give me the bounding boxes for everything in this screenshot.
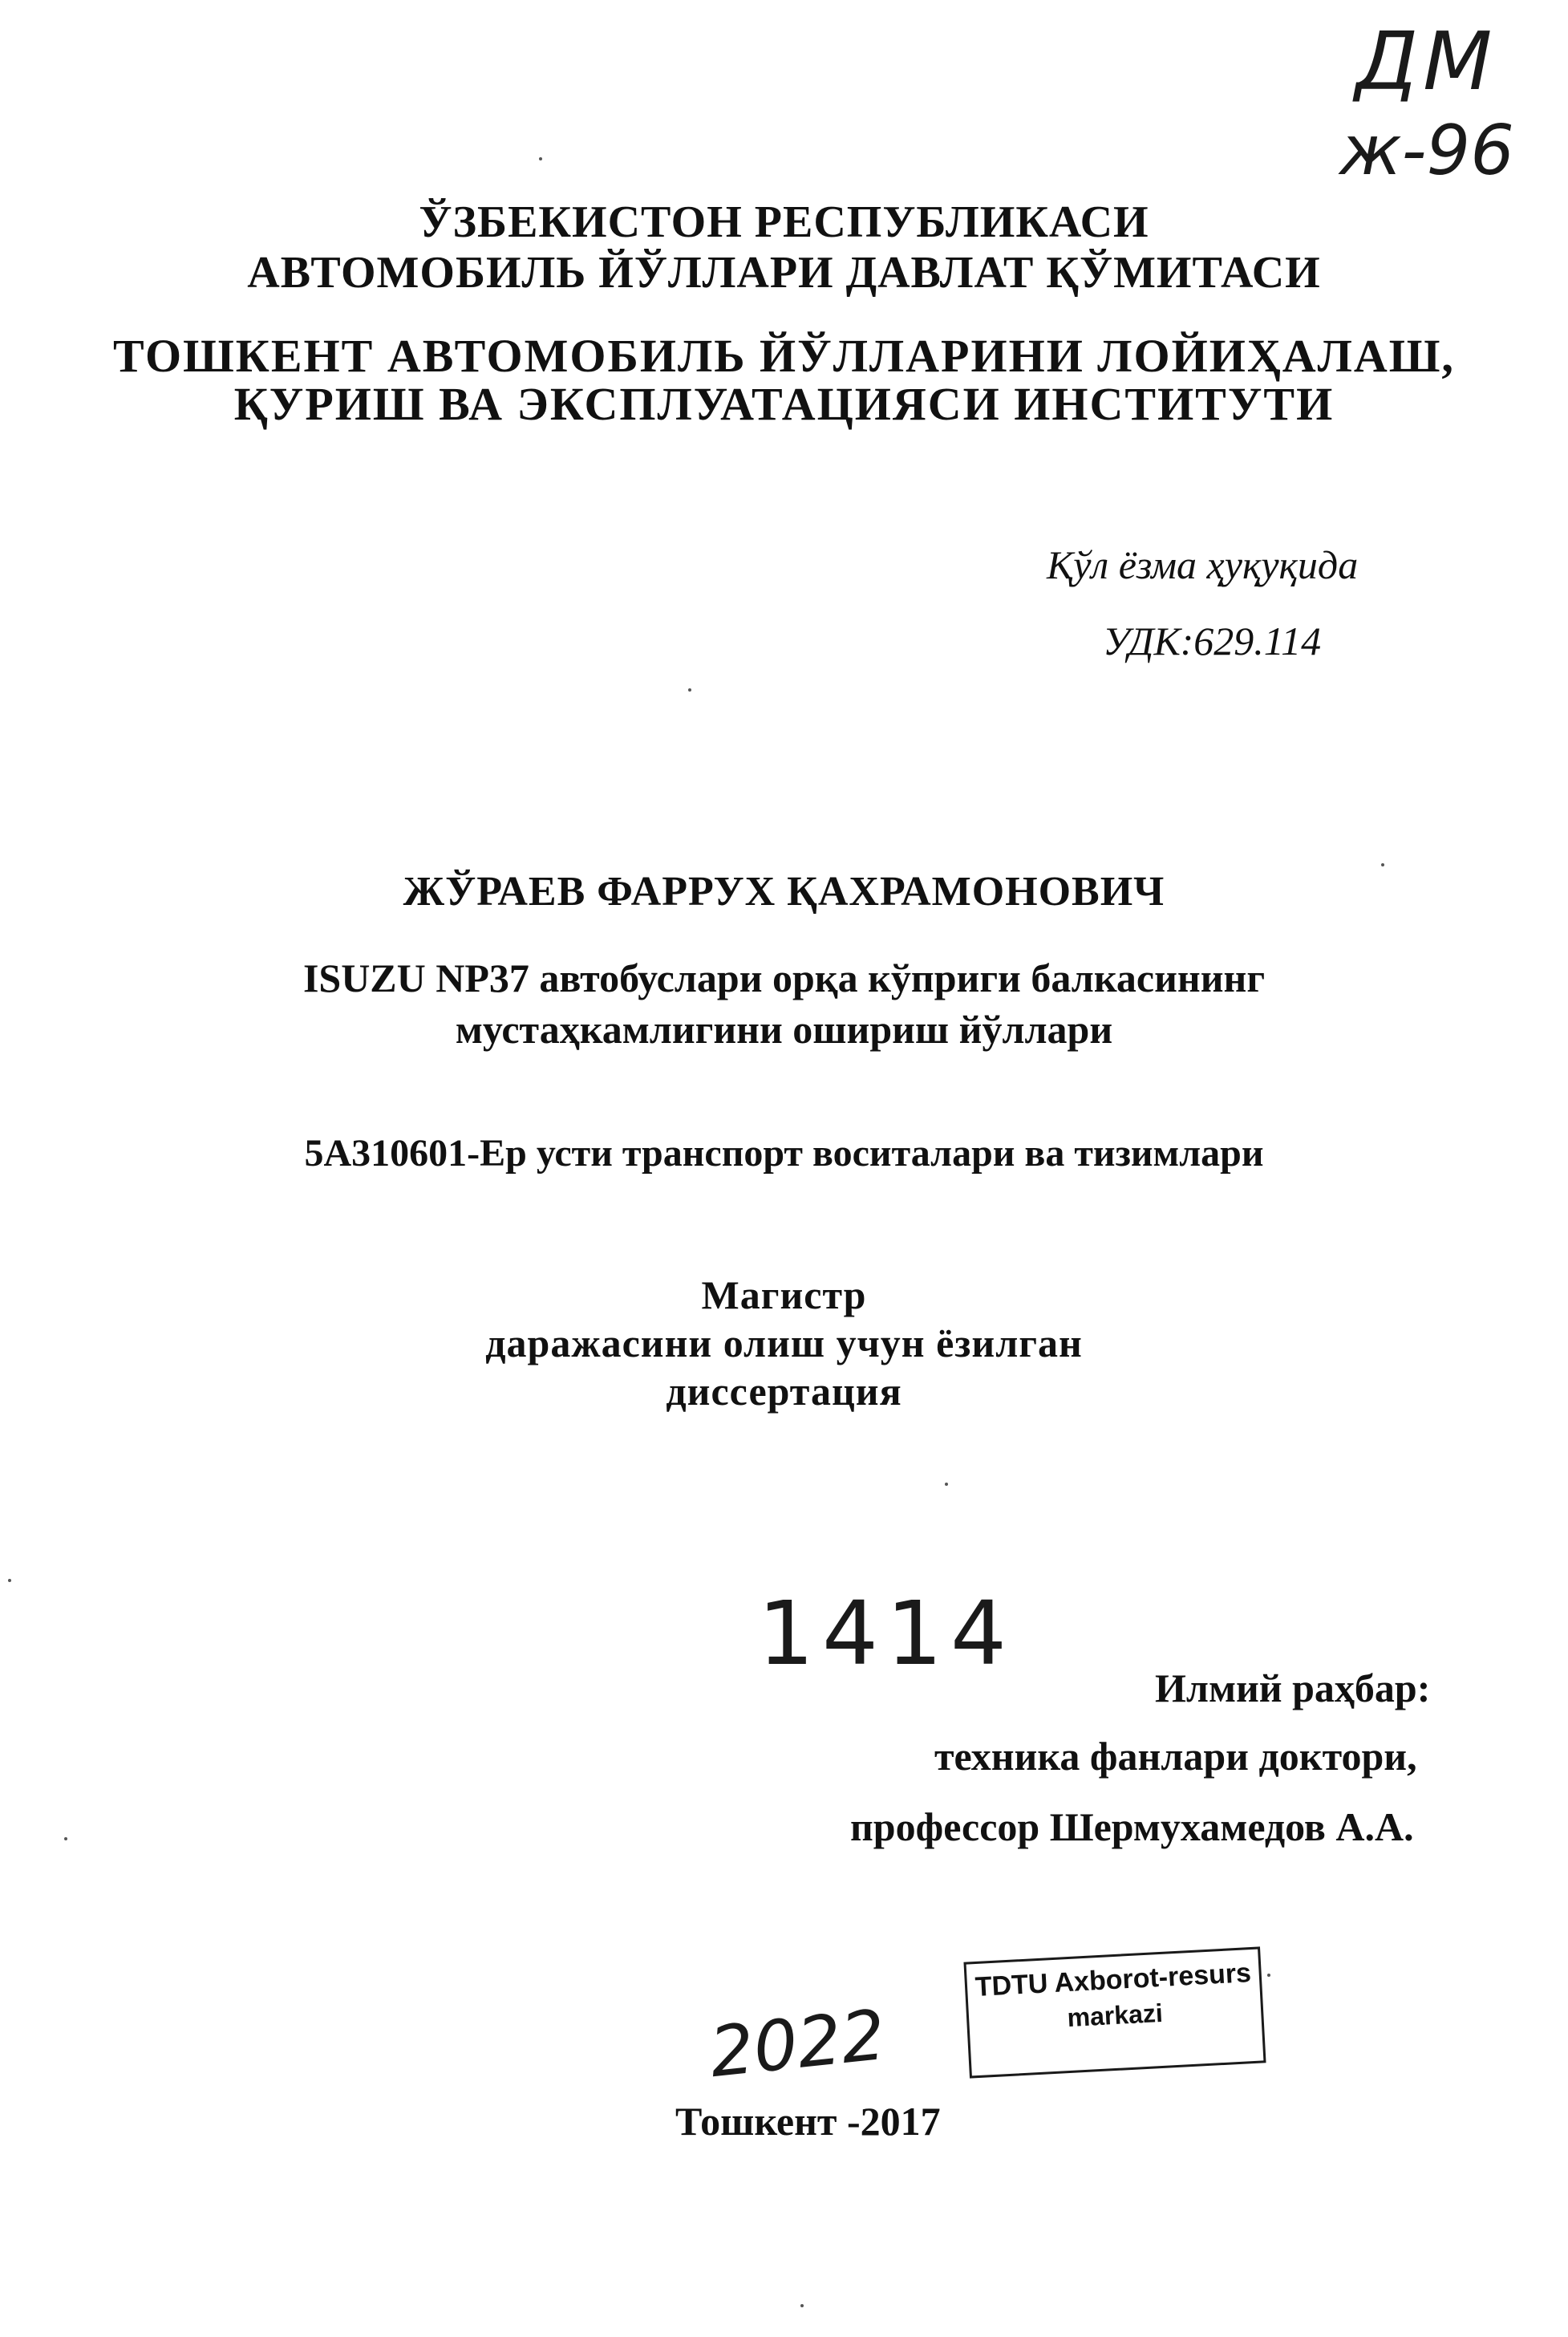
handwritten-corner-code-line1: ДМ xyxy=(1355,14,1497,108)
supervisor-title: техника фанлари доктори, xyxy=(934,1734,1417,1779)
scan-speck xyxy=(1381,863,1384,866)
thesis-title-line-1: ISUZU NP37 автобуслари орқа кўприги балкасининг xyxy=(302,955,1266,1000)
stamp-line-2: markazi xyxy=(1066,1998,1164,2033)
institute-line-1: ТОШКЕНТ АВТОМОБИЛЬ ЙЎЛЛАРИНИ ЛОЙИҲАЛАШ, xyxy=(113,330,1455,382)
scan-speck xyxy=(1267,1974,1270,1977)
handwritten-number: 2022 xyxy=(706,1994,889,2094)
supervisor-name: профессор Шермухамедов А.А. xyxy=(850,1804,1414,1849)
handwritten-corner-code-line2: ж-96 xyxy=(1339,111,1514,191)
ministry-line-1: ЎЗБЕКИСТОН РЕСПУБЛИКАСИ xyxy=(419,197,1149,247)
degree-line-3: диссертация xyxy=(666,1369,902,1414)
scan-speck xyxy=(945,1483,948,1486)
degree-line-1: Магистр xyxy=(701,1272,867,1317)
degree-line-2: даражасини олиш учун ёзилган xyxy=(485,1321,1083,1365)
institute-line-2: ҚУРИШ ВА ЭКСПЛУАТАЦИЯСИ ИНСТИТУТИ xyxy=(233,378,1335,430)
stamp-line-1: TDTU Axborot-resurs xyxy=(974,1958,1252,2003)
scan-speck xyxy=(539,157,542,160)
supervisor-label: Илмий раҳбар: xyxy=(1155,1666,1431,1710)
manuscript-rights-note: Қўл ёзма ҳуқуқида xyxy=(1047,542,1359,587)
author-name: ЖЎРАЕВ ФАРРУХ ҚАХРАМОНОВИЧ xyxy=(403,869,1165,915)
city-year: Тошкент -2017 xyxy=(675,2099,941,2144)
scan-speck xyxy=(800,2304,804,2307)
scan-speck xyxy=(8,1579,11,1582)
library-stamp xyxy=(963,1946,1266,2078)
specialty-code: 5А310601-Ер усти транспорт воситалари ва тизимлари xyxy=(304,1132,1264,1175)
udc-code: УДК:629.114 xyxy=(1103,619,1322,663)
ministry-line-2: АВТОМОБИЛЬ ЙЎЛЛАРИ ДАВЛАТ ҚЎМИТАСИ xyxy=(247,248,1321,298)
handwritten-inventory-number: 1414 xyxy=(758,1582,1015,1685)
thesis-title-line-2: мустаҳкамлигини ошириш йўллари xyxy=(455,1007,1113,1052)
scan-speck xyxy=(688,688,691,692)
scan-speck xyxy=(64,1837,67,1840)
